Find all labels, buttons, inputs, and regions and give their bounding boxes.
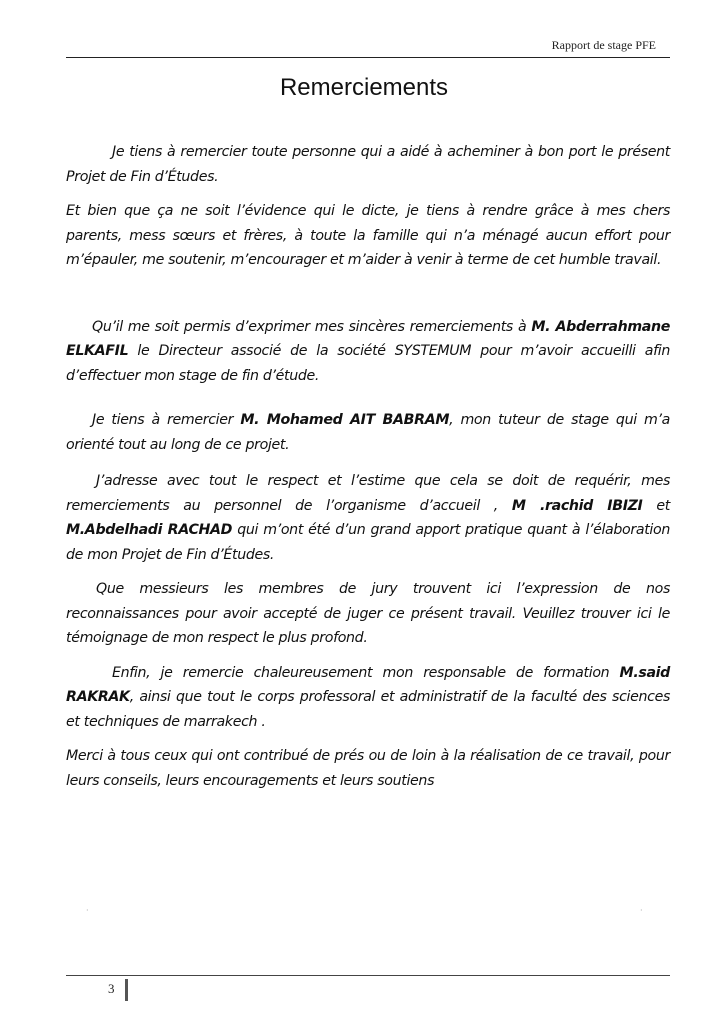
page-title: Remerciements <box>279 74 449 101</box>
paragraph-5-intro: J’adresse avec tout le respect et l’estime que cela se doit de requérir, mes remerciements au personnel de l’organisme d’accueil , <box>66 473 670 514</box>
paragraph-7-outro: , ainsi que tout le corps professoral et administratif de la faculté des sciences et techniques de marrakech . <box>66 689 670 730</box>
staff-name-2: M.Abdelhadi RACHAD <box>66 522 233 538</box>
paragraph-4 <box>66 408 670 457</box>
footer-divider <box>66 975 670 976</box>
footer-mark-left: · <box>86 906 89 915</box>
paragraph-8: Merci à tous ceux qui ont contribué de prés ou de loin à la réalisation de ce travail, pour leurs conseils, leurs encouragements et leurs soutiens <box>66 748 670 789</box>
paragraph-1: Je tiens à remercier toute personne qui a aidé à acheminer à bon port le présent Projet de Fin d’Études. <box>66 144 670 185</box>
paragraph-5-middle: et <box>642 497 670 514</box>
paragraph-3-outro: le Directeur associé de la société SYSTEMUM pour m’avoir accueilli afin d’effectuer mon stage de fin d’étude. <box>66 343 670 384</box>
footer-mark-right: · <box>640 906 643 915</box>
acknowledgements-body <box>66 140 670 793</box>
paragraph-4-intro: Je tiens à remercier <box>92 412 241 428</box>
paragraph-3 <box>66 315 670 389</box>
staff-name-1: M .rachid IBIZI <box>511 497 643 514</box>
supervisor-name: M.said RAKRAK <box>66 664 670 705</box>
paragraph-7 <box>66 661 670 735</box>
header-divider <box>66 57 670 58</box>
paragraph-5-outro: qui m’ont été d’un grand apport pratique quant à l’élaboration de mon Projet de Fin d’Études. <box>66 522 670 563</box>
paragraph-4-outro: , mon tuteur de stage qui m’a orienté tout au long de ce projet. <box>66 412 670 453</box>
report-label: Rapport de stage PFE <box>551 38 656 52</box>
paragraph-3-intro: Qu’il me soit permis d’exprimer mes sincères remerciements à <box>92 318 532 335</box>
paragraph-7-intro: Enfin, je remercie chaleureusement mon responsable de formation <box>112 664 620 681</box>
page-number-bar <box>125 979 128 1001</box>
paragraph-5 <box>66 469 670 567</box>
paragraph-6: Que messieurs les membres de jury trouvent ici l’expression de nos reconnaissances pour avoir accepté de juger ce présent travail. Veuillez trouver ici le témoignage de mon respect le plus profond. <box>66 581 670 646</box>
director-name: M. Abderrahmane ELKAFIL <box>66 318 671 359</box>
tutor-name: M. Mohamed AIT BABRAM <box>240 412 450 428</box>
page-number: 3 <box>108 981 115 996</box>
paragraph-2: Et bien que ça ne soit l’évidence qui le dicte, je tiens à rendre grâce à mes chers parents, mess sœurs et frères, à toute la famille qui n’a ménagé aucun effort pour m’épauler, me soutenir, m’encourager et m’aider à venir à terme de cet humble travail. <box>66 203 670 268</box>
